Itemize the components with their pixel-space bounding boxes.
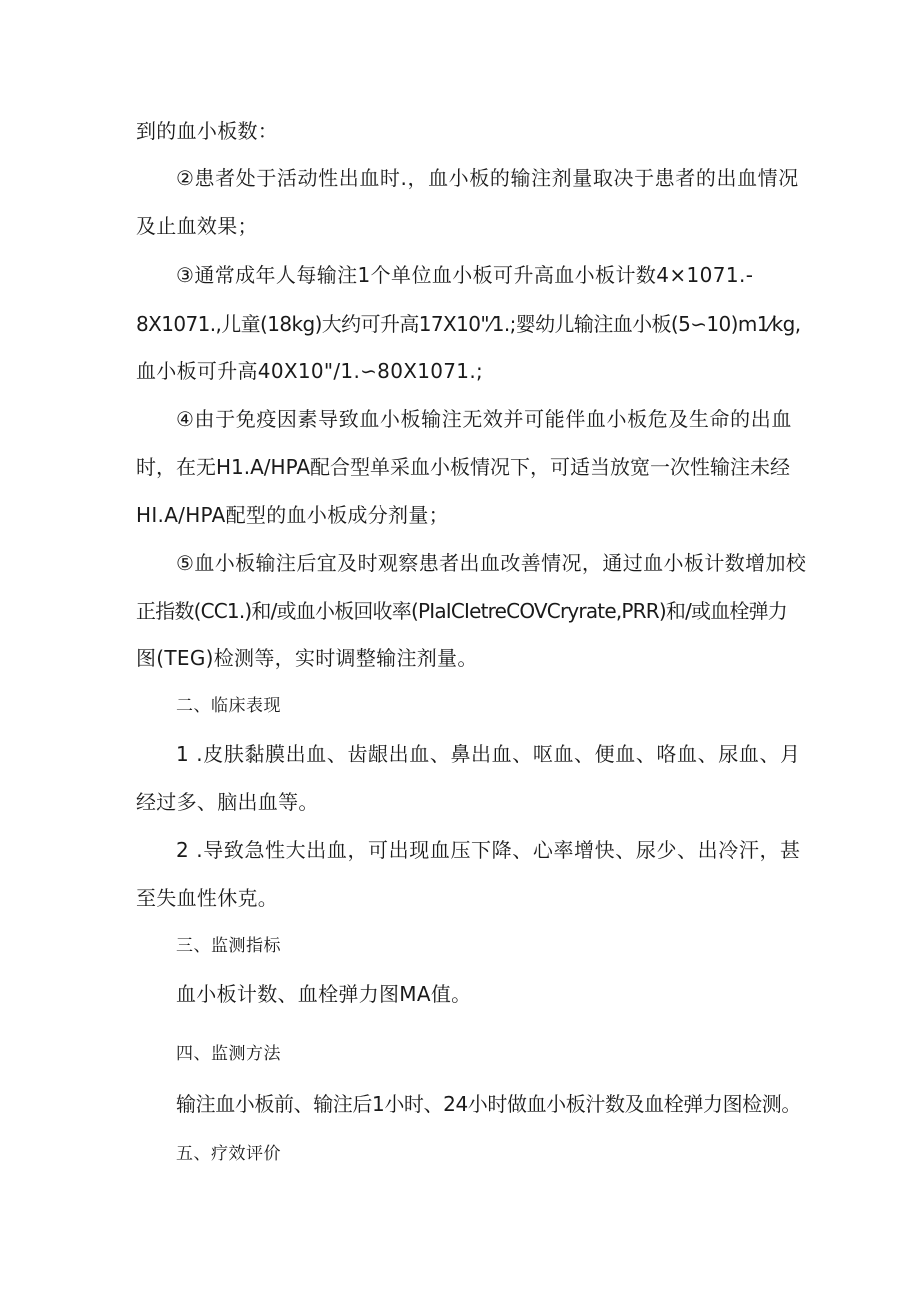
text-line: ④由于免疫因素导致血小板输注无效并可能伴血小板危及生命的出血 [176, 407, 792, 431]
text-line: HI.A/HPA配型的血小板成分剂量； [136, 503, 449, 527]
text-line: 8X1071.,儿童(18kg)大约可升高17X10"⁄1.;婴幼儿输注血小板(5∽10)m1⁄kg, [136, 312, 801, 336]
section-heading: 三、监测指标 [176, 936, 281, 956]
text-line: ③通常成年人每输注1个单位血小板可升高血小板计数4×1071.- [176, 263, 754, 287]
text-line: 输注血小板前、输注后1小时、24小时做血小板汁数及血栓弹力图检测。 [176, 1092, 801, 1116]
text-line: 图(TEG)检测等，实时调整输注剂量。 [136, 646, 478, 670]
text-line: 至失血性休克。 [136, 886, 279, 910]
text-line: ②患者处于活动性出血时.，血小板的输注剂量取决于患者的出血情况 [176, 166, 799, 190]
text-line: ⑤血小板输注后宜及时观察患者出血改善情况，通过血小板计数增加校 [176, 551, 807, 575]
text-line: 1 .皮肤黏膜出血、齿龈出血、鼻出血、呕血、便血、咯血、尿血、月 [176, 742, 801, 766]
text-line: 正指数(CC1.)和/或血小板回收率(PIaICIetreCOVCryrate,PRR)和/或血栓弹力 [136, 599, 788, 623]
text-line: 血小板可升高40X10"/1.∽80X1071.; [136, 359, 484, 383]
section-heading: 四、监测方法 [176, 1044, 281, 1064]
text-line: 2 .导致急性大出血，可出现血压下降、心率增快、尿少、出冷汗，甚 [176, 838, 801, 862]
text-line: 时，在无H1.A/HPA配合型单采血小板情况下，可适当放宽一次性输注未经 [136, 455, 791, 479]
text-line: 经过多、脑出血等。 [136, 790, 319, 814]
section-heading: 五、疗效评价 [176, 1144, 281, 1164]
text-line: 及止血效果； [136, 214, 258, 238]
text-line: 到的血小板数： [136, 119, 279, 143]
section-heading: 二、临床表现 [176, 696, 281, 716]
text-line: 血小板计数、血栓弹力图MA值。 [176, 982, 472, 1006]
